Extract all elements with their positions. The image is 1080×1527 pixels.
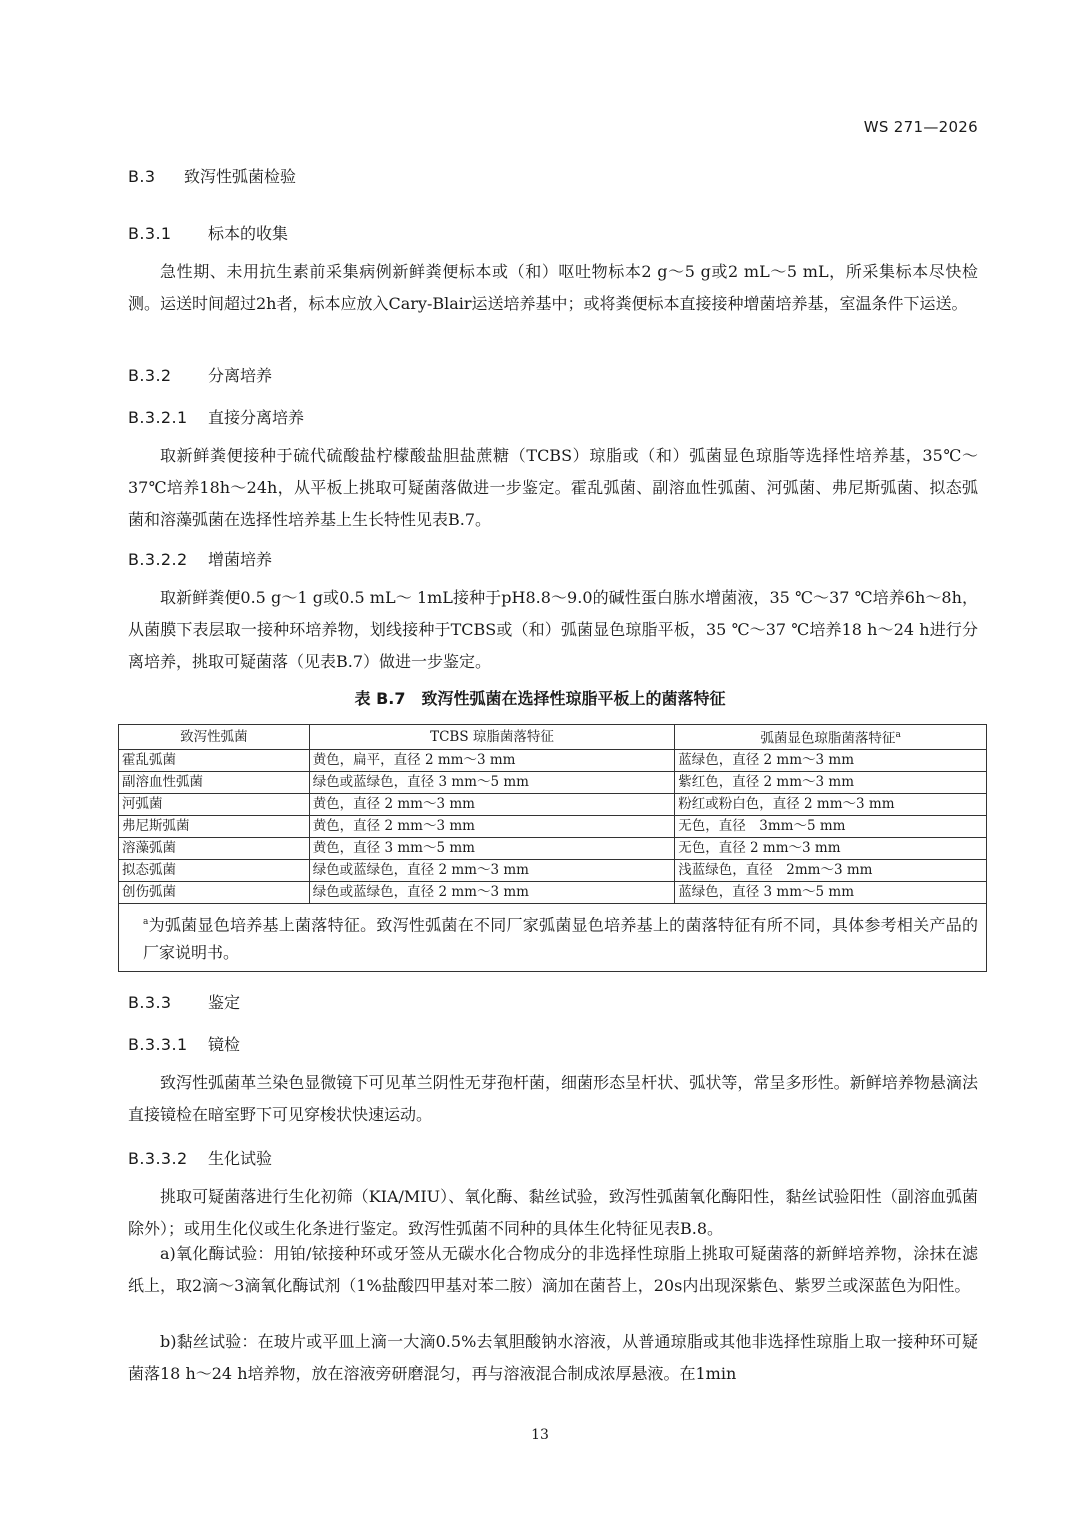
table-row (119, 881, 987, 903)
page-number: 13 (531, 1427, 549, 1443)
standard-code: WS 271—2026 (863, 118, 978, 136)
table-cell: 黄色，直径 3 mm～5 mm (309, 837, 675, 859)
column-header (675, 725, 987, 750)
table-cell: 绿色或蓝绿色，直径 2 mm～3 mm (309, 859, 675, 881)
table-cell: 副溶血性弧菌 (119, 771, 310, 793)
section-number: B.3.2 (128, 366, 172, 385)
section-heading-b322 (128, 547, 272, 570)
table-cell: 黄色，直径 2 mm～3 mm (309, 815, 675, 837)
section-number: B.3.2.2 (128, 550, 188, 569)
section-title: 镜检 (208, 1035, 241, 1054)
table-row (119, 815, 987, 837)
table-cell: 绿色或蓝绿色，直径 2 mm～3 mm (309, 881, 675, 903)
table-cell: 霍乱弧菌 (119, 749, 310, 771)
colony-characteristics-table (118, 724, 987, 972)
section-title: 直接分离培养 (208, 408, 305, 427)
section-title: 生化试验 (208, 1149, 273, 1168)
section-heading-b331 (128, 1032, 240, 1055)
section-title: 标本的收集 (208, 224, 289, 243)
paragraph-string-test: b)黏丝试验：在玻片或平皿上滴一大滴0.5%去氧胆酸钠水溶液，从普通琼脂或其他非选择性琼脂上取一接种环可疑菌落18 h～24 h培养物，放在溶液旁研磨混匀，再与溶液混合制成浓厚悬液。在1min (128, 1332, 978, 1383)
table-row (119, 793, 987, 815)
table-row (119, 749, 987, 771)
column-header: 致泻性弧菌 (119, 725, 310, 750)
footnote-marker: a (143, 916, 149, 927)
table-footnote (119, 903, 987, 971)
table-cell: 无色，直径 3mm～5 mm (675, 815, 987, 837)
paragraph-specimen-collection: 急性期、未用抗生素前采集病例新鲜粪便标本或（和）呕吐物标本2 g～5 g或2 mL～5 mL，所采集标本尽快检测。运送时间超过2h者，标本应放入Cary-Blair运送培养基中；或将粪便标本直接接种增菌培养基，室温条件下运送。 (128, 262, 978, 313)
section-title: 增菌培养 (208, 550, 273, 569)
section-title: 致泻性弧菌检验 (184, 167, 297, 186)
section-title: 分离培养 (208, 366, 273, 385)
table-cell: 浅蓝绿色，直径 2mm～3 mm (675, 859, 987, 881)
table-cell: 蓝绿色，直径 2 mm～3 mm (675, 749, 987, 771)
column-header: TCBS 琼脂菌落特征 (309, 725, 675, 750)
section-number: B.3.3.2 (128, 1149, 188, 1168)
table-cell: 黄色，直径 2 mm～3 mm (309, 793, 675, 815)
section-heading-b321 (128, 405, 304, 428)
table-cell: 粉红或粉白色，直径 2 mm～3 mm (675, 793, 987, 815)
section-heading-b31 (128, 221, 288, 244)
section-number: B.3.2.1 (128, 408, 188, 427)
paragraph-biochemical-intro: 挑取可疑菌落进行生化初筛（KIA/MIU）、氧化酶、黏丝试验，致泻性弧菌氧化酶阳性，黏丝试验阳性（副溶血弧菌除外）；或用生化仪或生化条进行鉴定。致泻性弧菌不同种的具体生化特征见表B.8。 (128, 1187, 978, 1238)
section-heading-b3 (128, 164, 296, 187)
table-row (119, 837, 987, 859)
table-cell: 溶藻弧菌 (119, 837, 310, 859)
section-number: B.3.3 (128, 993, 172, 1012)
table-cell: 创伤弧菌 (119, 881, 310, 903)
section-heading-b332 (128, 1146, 272, 1169)
table-cell: 紫红色，直径 2 mm～3 mm (675, 771, 987, 793)
paragraph-direct-isolation: 取新鲜粪便接种于硫代硫酸盐柠檬酸盐胆盐蔗糖（TCBS）琼脂或（和）弧菌显色琼脂等选择性培养基，35℃～37℃培养18h～24h，从平板上挑取可疑菌落做进一步鉴定。霍乱弧菌、副溶血性弧菌、河弧菌、弗尼斯弧菌、拟态弧菌和溶藻弧菌在选择性培养基上生长特性见表B.7。 (128, 446, 978, 529)
paragraph-enrichment: 取新鲜粪便0.5 g～1 g或0.5 mL～ 1mL接种于pH8.8～9.0的碱性蛋白胨水增菌液，35 ℃～37 ℃培养6h～8h，从菌膜下表层取一接种环培养物，划线接种于TCBS或（和）弧菌显色琼脂平板，35 ℃～37 ℃培养18 h～24 h进行分离培养，挑取可疑菌落（见表B.7）做进一步鉴定。 (128, 588, 978, 671)
paragraph-oxidase-test: a)氧化酶试验：用铂/铱接种环或牙签从无碳水化合物成分的非选择性琼脂上挑取可疑菌落的新鲜培养物，涂抹在滤纸上，取2滴～3滴氧化酶试剂（1%盐酸四甲基对苯二胺）滴加在菌苔上，20s内出现深紫色、紫罗兰或深蓝色为阳性。 (128, 1244, 978, 1295)
footnote-marker: a (895, 730, 901, 740)
table-row (119, 771, 987, 793)
column-header-label: 弧菌显色琼脂菌落特征 (760, 730, 896, 747)
table-cell: 绿色或蓝绿色，直径 3 mm～5 mm (309, 771, 675, 793)
footnote-text: 为弧菌显色培养基上菌落特征。致泻性弧菌在不同厂家弧菌显色培养基上的菌落特征有所不同，具体参考相关产品的厂家说明书。 (143, 914, 978, 962)
section-heading-b33 (128, 990, 240, 1013)
table-cell: 拟态弧菌 (119, 859, 310, 881)
table-cell: 弗尼斯弧菌 (119, 815, 310, 837)
section-number: B.3 (128, 167, 156, 186)
table-cell: 无色，直径 2 mm～3 mm (675, 837, 987, 859)
table-header-row (119, 725, 987, 750)
table-cell: 河弧菌 (119, 793, 310, 815)
paragraph-microscopy: 致泻性弧菌革兰染色显微镜下可见革兰阴性无芽孢杆菌，细菌形态呈杆状、弧状等，常呈多形性。新鲜培养物悬滴法直接镜检在暗室野下可见穿梭状快速运动。 (128, 1073, 978, 1124)
section-heading-b32 (128, 363, 272, 386)
table-note-row (119, 903, 987, 971)
section-number: B.3.3.1 (128, 1035, 188, 1054)
table-cell: 黄色，扁平，直径 2 mm～3 mm (309, 749, 675, 771)
table-caption: 表 B.7 致泻性弧菌在选择性琼脂平板上的菌落特征 (354, 689, 726, 708)
section-title: 鉴定 (208, 993, 241, 1012)
section-number: B.3.1 (128, 224, 172, 243)
table-row (119, 859, 987, 881)
table-cell: 蓝绿色，直径 3 mm～5 mm (675, 881, 987, 903)
